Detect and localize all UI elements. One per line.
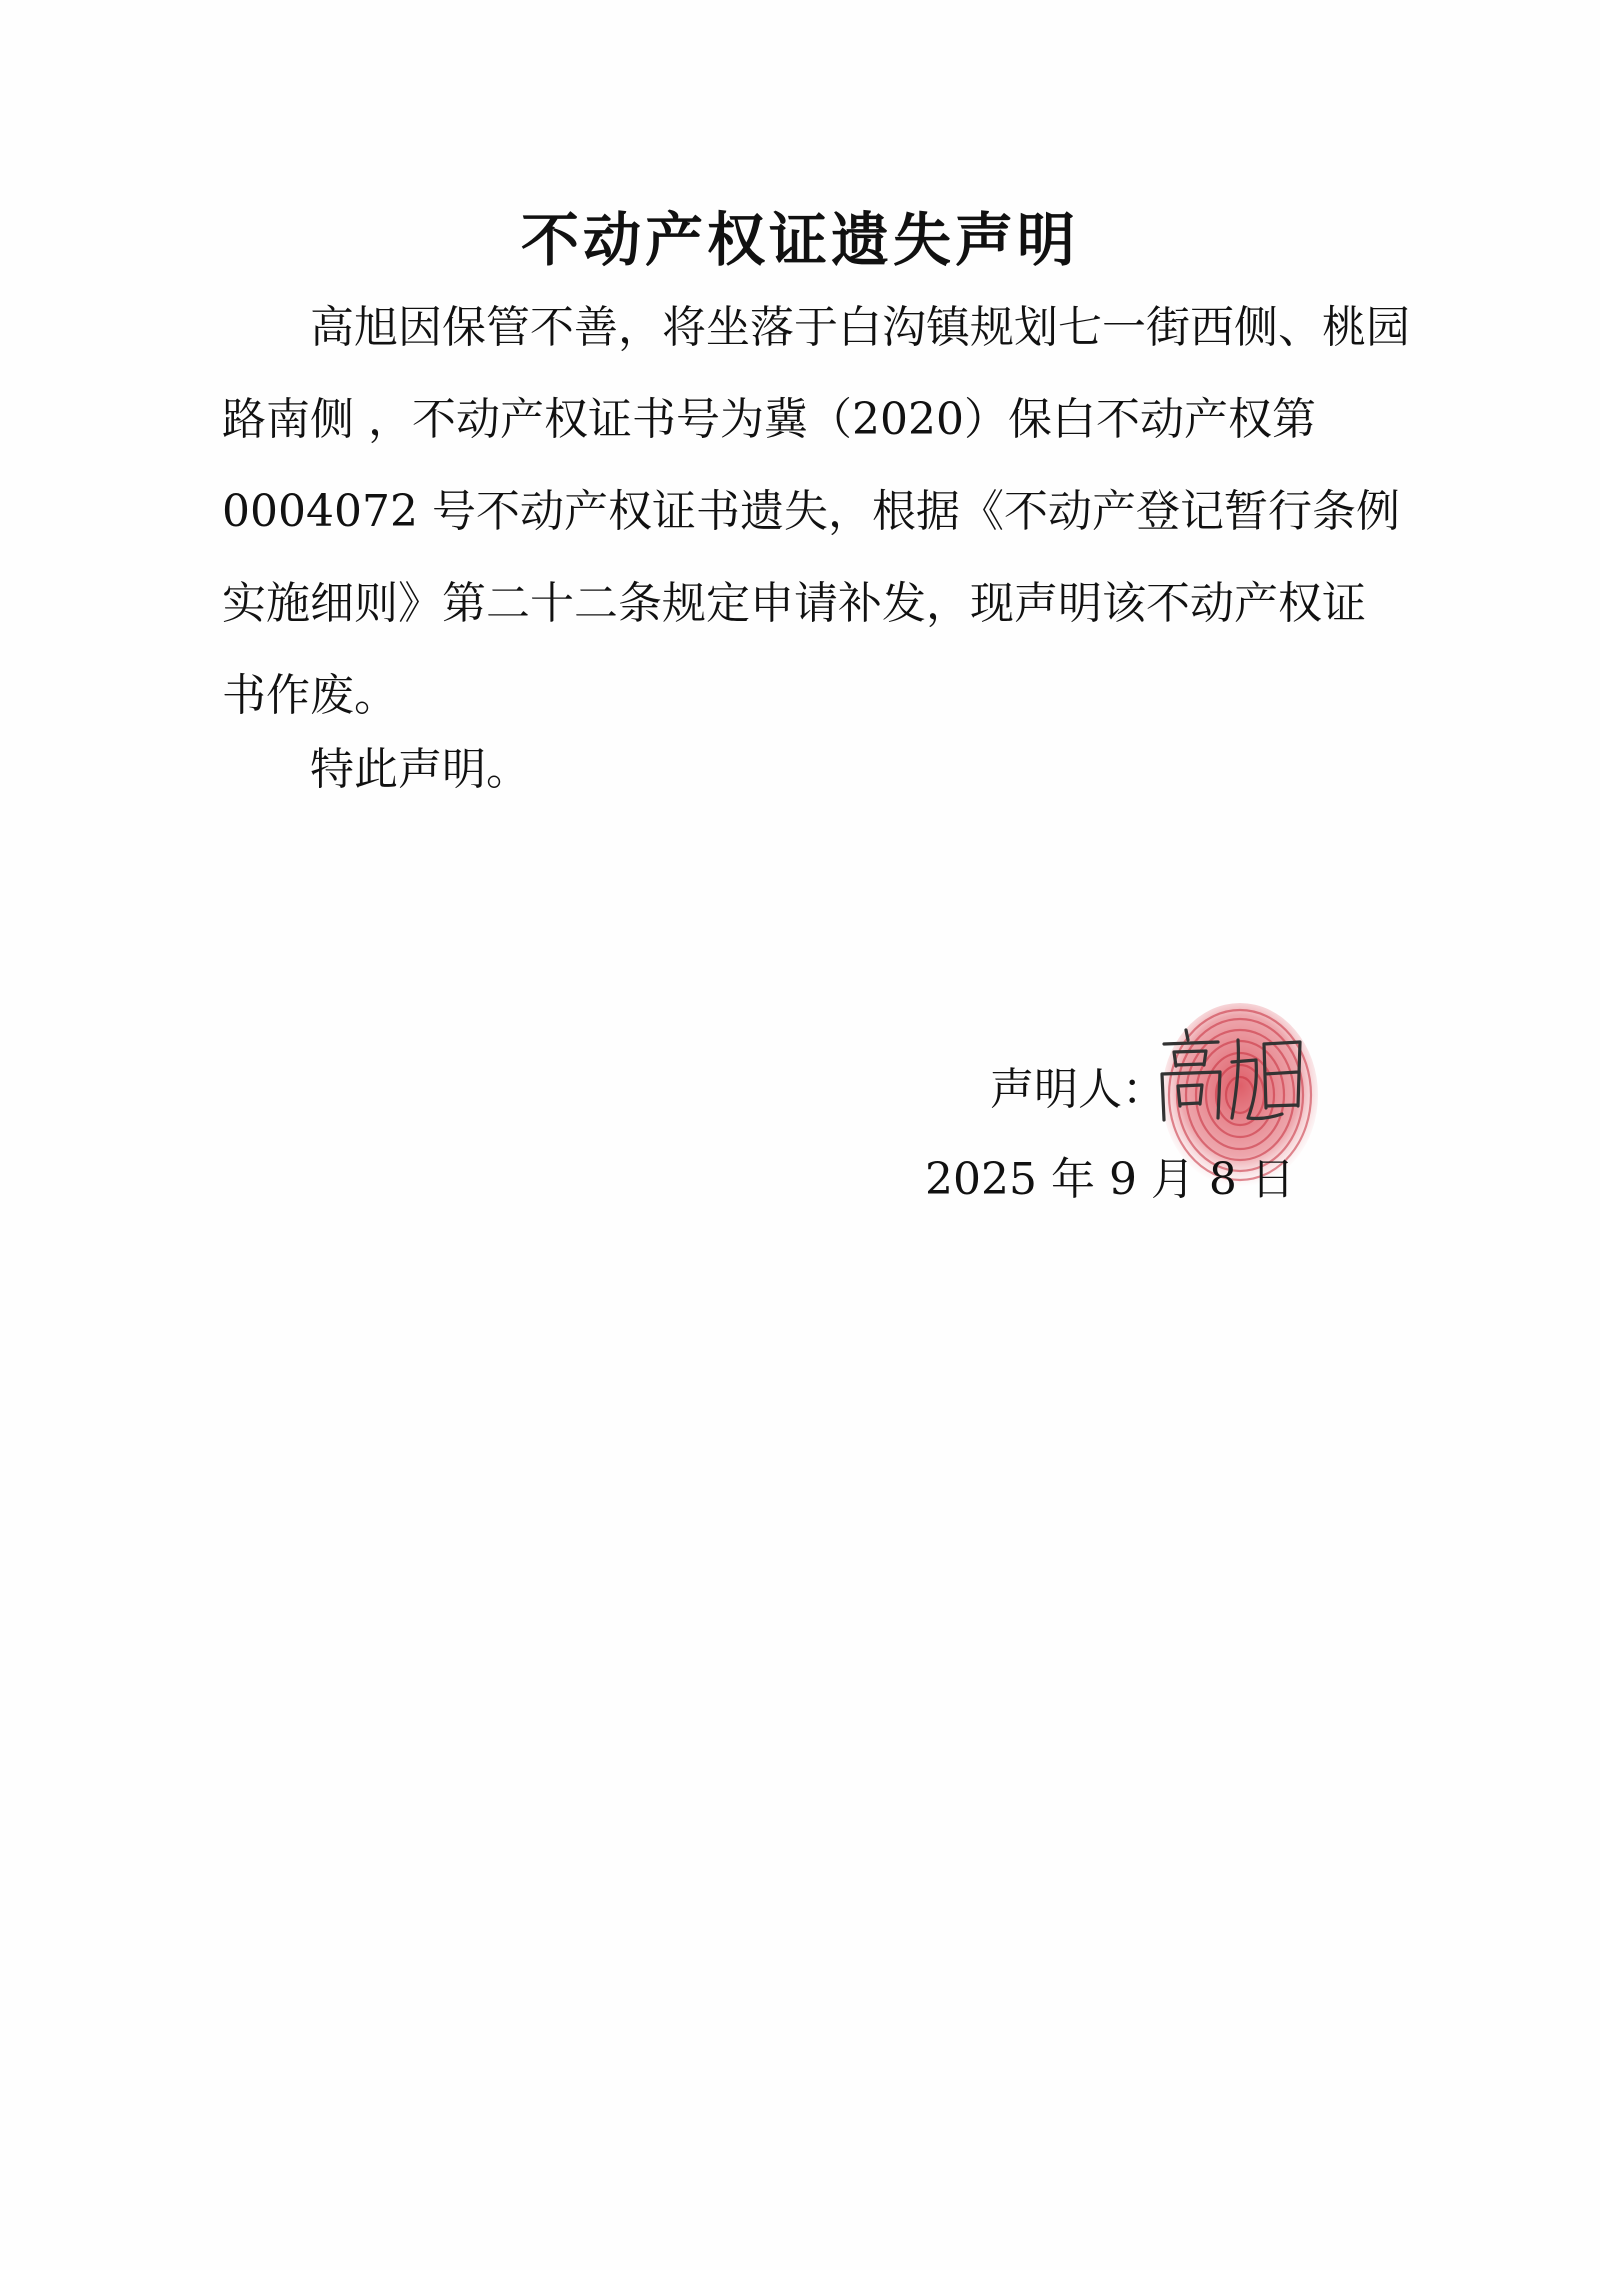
signer-label: 声明人： [990, 1064, 1166, 1115]
paragraph-line-4-text: 实施细则》第二十二条规定申请补发，现声明该不动产权证 [222, 578, 1366, 629]
paragraph-line-3 [222, 466, 1402, 558]
paragraph-line-2-text: 路南侧 ，不动产权证书号为冀（2020）保白不动产权第 [222, 394, 1316, 445]
statement-paragraph [222, 282, 1410, 742]
paragraph-line-1 [222, 282, 1410, 374]
paragraph-line-2 [222, 374, 1402, 466]
handwritten-signature [1152, 1022, 1322, 1132]
paragraph-line-5-text: 书作废。 [222, 670, 398, 721]
paragraph-line-3-text: 0004072 号不动产权证书遗失，根据《不动产登记暂行条例 [222, 486, 1400, 537]
paragraph-line-5 [222, 650, 1402, 742]
paragraph-line-4 [222, 558, 1402, 650]
closing-statement: 特此声明。 [310, 744, 530, 795]
paragraph-line-1-text: 高旭因保管不善，将坐落于白沟镇规划七一街西侧、桃园 [310, 302, 1410, 353]
statement-date: 2025 年 9 月 8 日 [925, 1154, 1295, 1205]
document-title: 不动产权证遗失声明 [520, 206, 1079, 274]
